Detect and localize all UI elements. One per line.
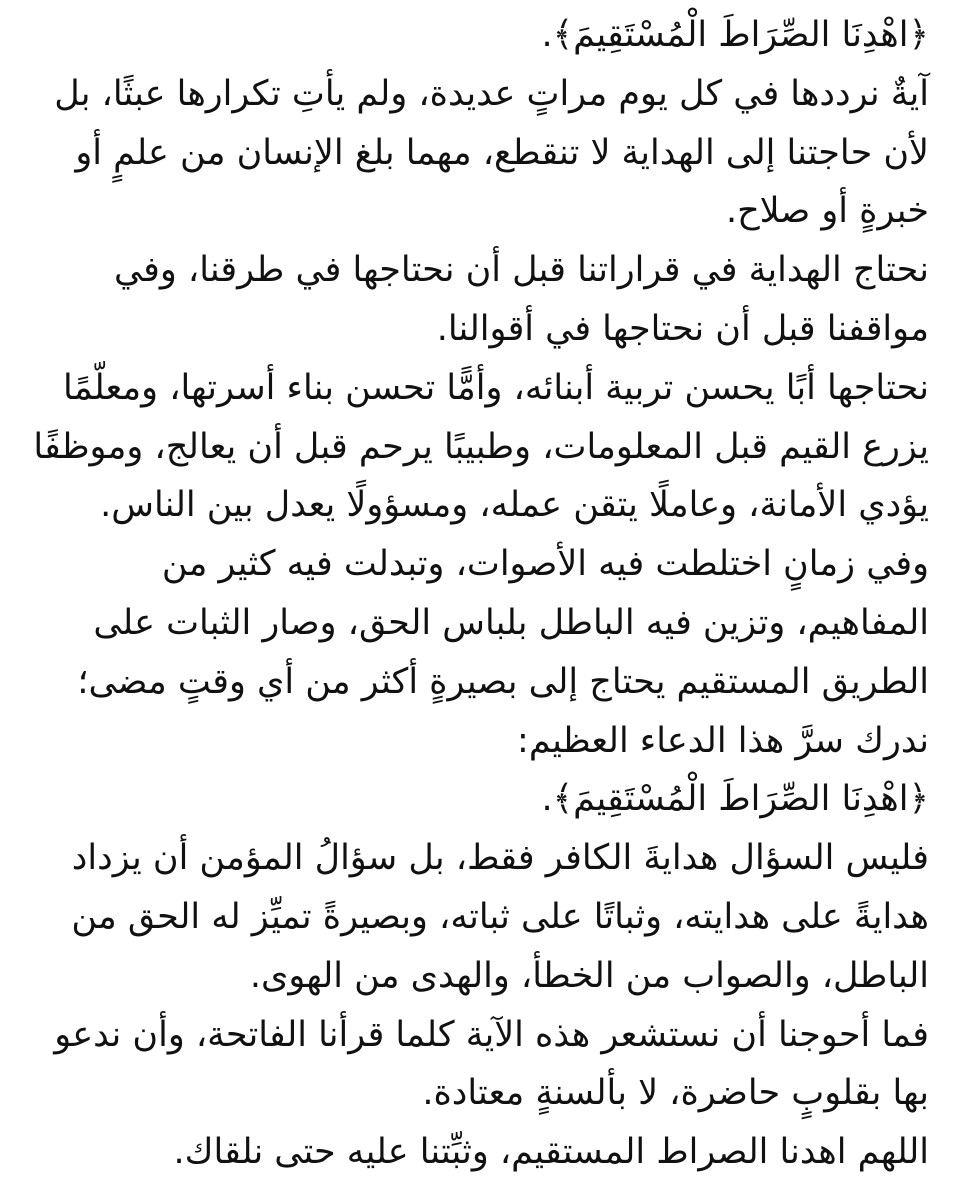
- text-line: بها بقلوبٍ حاضرة، لا بألسنةٍ معتادة.: [422, 1073, 929, 1114]
- text-line: المفاهيم، وتزين فيه الباطل بلباس الحق، وصار الثبات على: [93, 602, 929, 643]
- text-line: لأن حاجتنا إلى الهداية لا تنقطع، مهما بلغ الإنسان من علمٍ أو: [75, 132, 929, 173]
- text-line: مواقفنا قبل أن نحتاجها في أقوالنا.: [436, 308, 929, 349]
- text-line: آيةٌ نرددها في كل يوم مراتٍ عديدة، ولم يأتِ تكرارها عبثًا، بل: [54, 73, 929, 114]
- text-line: خبرةٍ أو صلاح.: [725, 191, 929, 232]
- text-line: الباطل، والصواب من الخطأ، والهدى من الهوى.: [249, 955, 929, 996]
- text-line: الطريق المستقيم يحتاج إلى بصيرةٍ أكثر من أي وقتٍ مضى؛: [77, 661, 929, 702]
- text-line: يؤدي الأمانة، وعاملًا يتقن عمله، ومسؤولًا يعدل بين الناس.: [100, 485, 929, 526]
- verse-line: ﴿اهْدِنَا الصِّرَاطَ الْمُسْتَقِيمَ﴾.: [541, 779, 929, 820]
- text-line: وفي زمانٍ اختلطت فيه الأصوات، وتبدلت فيه كثير من: [161, 544, 929, 585]
- text-line: يزرع القيم قبل المعلومات، وطبيبًا يرحم قبل أن يعالج، وموظفًا: [33, 426, 929, 467]
- text-line: ندرك سرَّ هذا الدعاء العظيم:: [517, 720, 929, 761]
- verse-line: ﴿اهْدِنَا الصِّرَاطَ الْمُسْتَقِيمَ﴾.: [541, 15, 929, 55]
- prayer-line: اللهم اهدنا الصراط المستقيم، وثبِّتنا عليه حتى نلقاك.: [173, 1132, 929, 1173]
- text-line: فليس السؤال هدايةَ الكافر فقط، بل سؤالُ المؤمن أن يزداد: [71, 838, 929, 879]
- text-line: نحتاجها أبًا يحسن تربية أبنائه، وأمًّا تحسن بناء أسرتها، ومعلّمًا: [63, 367, 929, 408]
- text-line: فما أحوجنا أن نستشعر هذه الآية كلما قرأنا الفاتحة، وأن ندعو: [54, 1014, 929, 1055]
- text-line: هدايةً على هدايته، وثباتًا على ثباته، وبصيرةً تميِّز له الحق من: [71, 896, 929, 937]
- text-line: نحتاج الهداية في قراراتنا قبل أن نحتاجها في طرقنا، وفي: [113, 250, 929, 291]
